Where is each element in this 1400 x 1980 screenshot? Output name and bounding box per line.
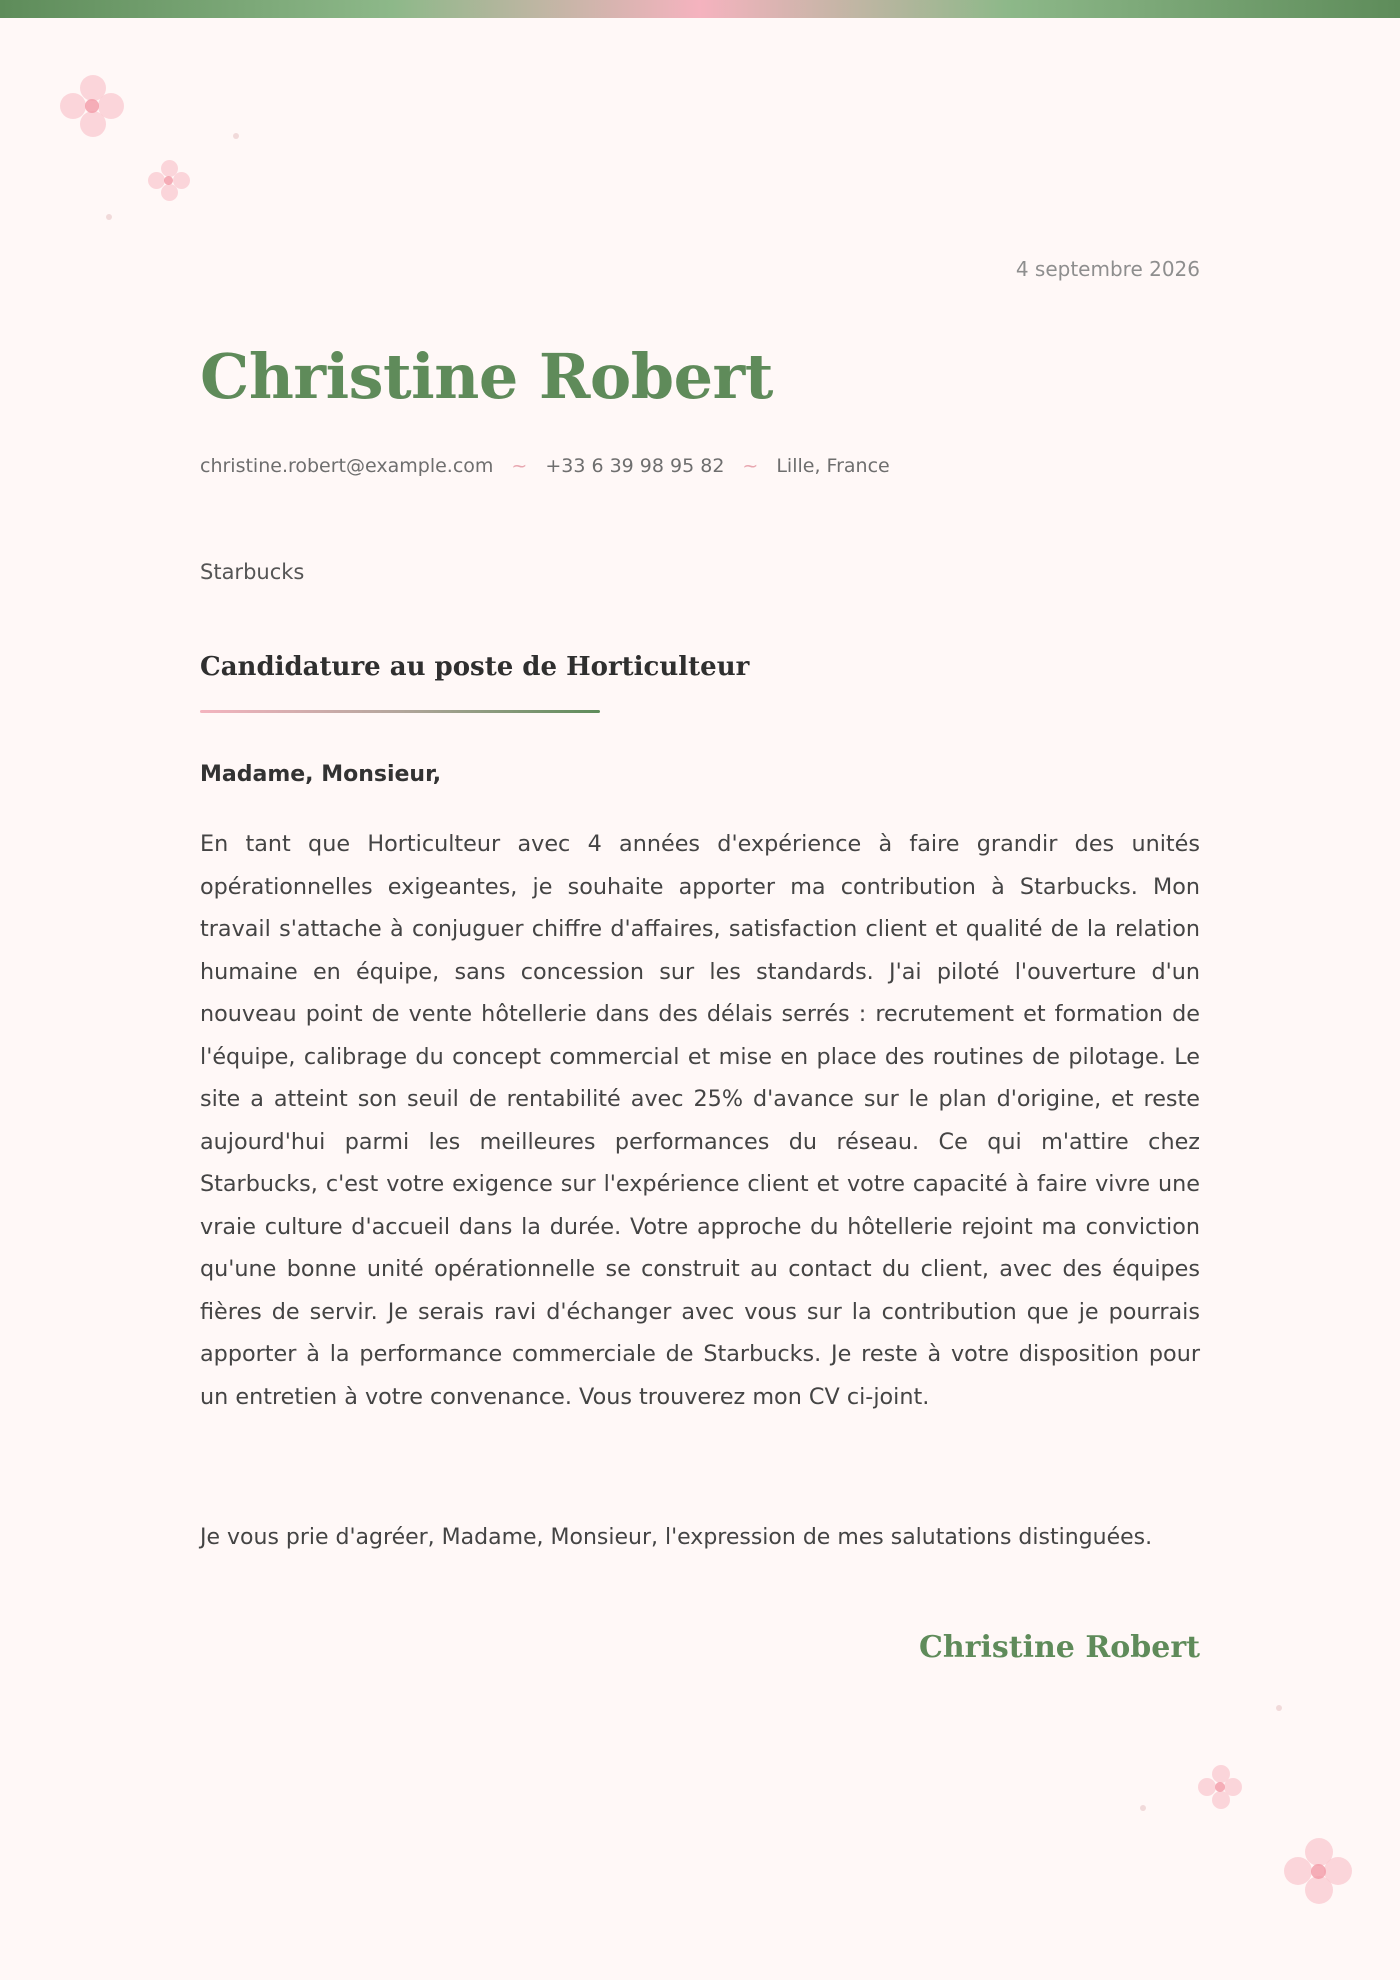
letter-subject: Candidature au poste de Horticulteur [200, 652, 750, 682]
blossom-icon [1198, 1765, 1242, 1809]
sender-phone: +33 6 39 98 95 82 [545, 455, 725, 477]
contact-separator: ~ [742, 455, 759, 477]
salutation: Madame, Monsieur, [200, 762, 442, 787]
signature: Christine Robert [918, 1630, 1200, 1665]
recipient-company: Starbucks [200, 560, 305, 584]
decorative-dot [1140, 1805, 1146, 1811]
letter-closing: Je vous prie d'agréer, Madame, Monsieur, l'expression de mes salutations distinguées. [200, 1525, 1153, 1550]
blossom-icon [148, 160, 190, 202]
sender-email: christine.robert@example.com [200, 455, 494, 477]
letter-body: En tant que Horticulteur avec 4 années d'expérience à faire grandir des unités opérationnelles exigeantes, je souhaite apporter ma contribution à Starbucks. Mon travail s'attache à conjuguer chiffre d'affaires, satisfaction client et qualité de la relation humaine en équipe, sans concession sur les standards. J'ai piloté l'ouverture d'un nouveau point de vente hôtellerie dans des délais serrés : recrutement et formation de l'équipe, calibrage du concept commercial et mise en place des routines de pilotage. Le site a atteint son seuil de rentabilité avec 25% d'avance sur le plan d'origine, et reste aujourd'hui parmi les meilleures performances du réseau. Ce qui m'attire chez Starbucks, c'est votre exigence sur l'expérience client et votre capacité à faire vivre une vraie culture d'accueil dans la durée. Votre approche du hôtellerie rejoint ma conviction qu'une bonne unité opérationnelle se construit au contact du client, avec des équipes fières de servir. Je serais ravi d'échanger avec vous sur la contribution que je pourrais apporter à la performance commerciale de Starbucks. Je reste à votre disposition pour un entretien à votre convenance. Vous trouverez mon CV ci-joint. [200, 831, 1200, 1410]
blossom-icon [1284, 1838, 1352, 1906]
decorative-dot [1276, 1705, 1282, 1711]
sender-contact-line [200, 455, 890, 477]
decorative-dot [106, 214, 112, 220]
top-gradient-bar [0, 0, 1400, 18]
decorative-dot [233, 133, 239, 139]
sender-location: Lille, France [776, 455, 890, 477]
blossom-icon [60, 75, 124, 139]
letter-date: 4 septembre 2026 [1015, 257, 1200, 281]
subject-underline [200, 710, 600, 713]
sender-name: Christine Robert [200, 340, 773, 413]
contact-separator: ~ [511, 455, 528, 477]
